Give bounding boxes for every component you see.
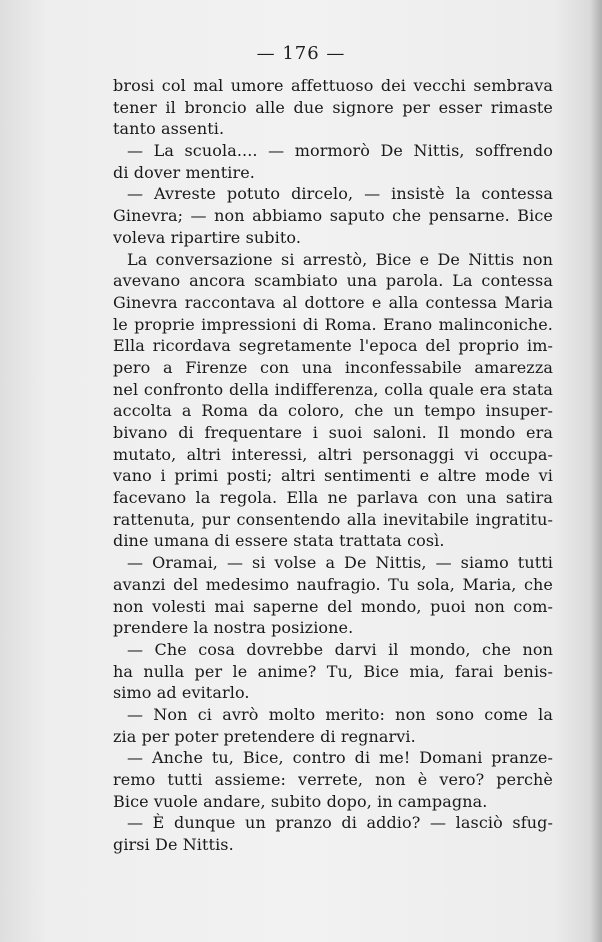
text-line: Ginevra raccontava al dottore e alla contessa Maria xyxy=(113,292,553,312)
text-line: mutato, altri interessi, altri personaggi vi occupa- xyxy=(113,444,553,464)
text-line: brosi col mal umore affettuoso dei vecchi sembrava xyxy=(113,76,553,95)
text-line: zia per poter pretendere di regnarvi. xyxy=(113,726,416,746)
text-line: accolta a Roma da coloro, che un tempo insuper- xyxy=(113,401,553,421)
text-line: Ginevra; — non abbiamo saputo che pensarne. Bice xyxy=(113,206,553,226)
text-line: La conversazione si arrestò, Bice e De Nittis non xyxy=(127,249,553,269)
text-line: di dover mentire. xyxy=(113,162,255,182)
text-line: dine umana di essere stata trattata così. xyxy=(113,531,445,551)
text-line: — Avreste potuto dircelo, — insistè la contessa xyxy=(127,184,553,204)
text-line: Ella ricordava segretamente l'epoca del proprio im- xyxy=(113,336,553,356)
page-edge-shadow xyxy=(590,0,602,942)
body-text xyxy=(113,75,553,856)
text-line: avanzi del medesimo naufragio. Tu sola, Maria, che xyxy=(113,574,553,594)
page-number: — 176 — xyxy=(256,43,346,64)
text-line: prendere la nostra posizione. xyxy=(113,618,354,638)
text-line: tanto assenti. xyxy=(113,119,225,139)
text-line: Bice vuole andare, subito dopo, in campagna. xyxy=(113,791,488,811)
text-line: — Non ci avrò molto merito: non sono come la xyxy=(127,704,553,724)
text-line: — È dunque un pranzo di addio? — lasciò sfug- xyxy=(127,813,553,833)
text-line: facevano la regola. Ella ne parlava con una satira xyxy=(113,488,553,508)
text-line: girsi De Nittis. xyxy=(113,835,234,855)
text-line: voleva ripartire subito. xyxy=(113,227,302,247)
text-line: rattenuta, pur consentendo alla inevitabile ingratitu- xyxy=(113,509,553,529)
text-line: non volesti mai saperne del mondo, puoi non com- xyxy=(113,596,553,616)
text-line: avevano ancora scambiato una parola. La contessa xyxy=(113,271,553,291)
text-line: le proprie impressioni di Roma. Erano malinconiche. xyxy=(113,314,553,334)
text-line: tener il broncio alle due signore per esser rimaste xyxy=(113,97,553,117)
text-line: remo tutti assieme: verrete, non è vero? perchè xyxy=(113,770,553,789)
text-line: — Anche tu, Bice, contro di me! Domani pranze- xyxy=(127,748,553,768)
text-line: bivano di frequentare i suoi saloni. Il mondo era xyxy=(113,423,553,442)
text-line: simo ad evitarlo. xyxy=(113,683,250,703)
text-line: nel confronto della indifferenza, colla quale era stata xyxy=(113,379,553,399)
text-line: — La scuola.... — mormorò De Nittis, soffrendo xyxy=(127,141,553,161)
text-line: — Oramai, — si volse a De Nittis, — siamo tutti xyxy=(127,553,553,573)
text-line: — Che cosa dovrebbe darvi il mondo, che non xyxy=(127,639,553,659)
text-line: vano i primi posti; altri sentimenti e altre mode vi xyxy=(113,466,553,486)
text-line: pero a Firenze con una inconfessabile amarezza xyxy=(113,357,553,377)
text-line: ha nulla per le anime? Tu, Bice mia, farai benis- xyxy=(113,661,553,681)
